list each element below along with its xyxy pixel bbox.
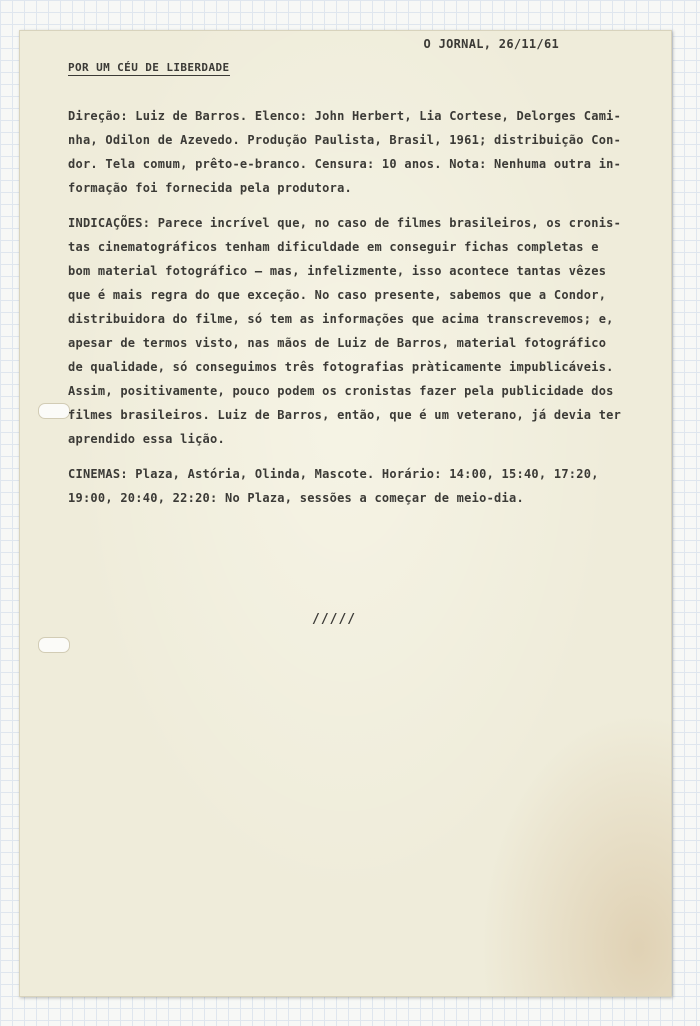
source-date: O JORNAL, 26/11/61 — [423, 37, 559, 51]
indicacoes-line: apesar de termos visto, nas mãos de Luiz de Barros, material fotográfico — [68, 336, 607, 350]
punch-hole — [38, 403, 70, 419]
document-sheet — [19, 30, 672, 997]
article-title: POR UM CÉU DE LIBERDADE — [68, 61, 230, 74]
credits-line: Direção: Luiz de Barros. Elenco: John Herbert, Lia Cortese, Delorges Cami- — [68, 109, 622, 123]
credits-line: nha, Odilon de Azevedo. Produção Paulista, Brasil, 1961; distribuição Con- — [68, 133, 622, 147]
credits-line: formação foi fornecida pela produtora. — [68, 181, 353, 195]
indicacoes-line: tas cinematográficos tenham dificuldade em conseguir fichas completas e — [68, 240, 599, 254]
indicacoes-line: INDICAÇÕES: Parece incrível que, no caso de filmes brasileiros, os cronis- — [68, 216, 622, 230]
credits-line: dor. Tela comum, prêto-e-branco. Censura: 10 anos. Nota: Nenhuma outra in- — [68, 157, 622, 171]
indicacoes-line: Assim, positivamente, pouco podem os cronistas fazer pela publicidade dos — [68, 384, 614, 398]
indicacoes-line: aprendido essa lição. — [68, 432, 225, 446]
indicacoes-line: que é mais regra do que exceção. No caso presente, sabemos que a Condor, — [68, 288, 607, 302]
indicacoes-line: distribuidora do filme, só tem as informações que acima transcrevemos; e, — [68, 312, 614, 326]
cinemas-line: 19:00, 20:40, 22:20: No Plaza, sessões a começar de meio-dia. — [68, 491, 524, 505]
indicacoes-line: de qualidade, só conseguimos três fotografias pràticamente impublicáveis. — [68, 360, 614, 374]
cinemas-line: CINEMAS: Plaza, Astória, Olinda, Mascote. Horário: 14:00, 15:40, 17:20, — [68, 467, 599, 481]
punch-hole — [38, 637, 70, 653]
end-mark: ///// — [312, 612, 357, 627]
indicacoes-line: bom material fotográfico — mas, infelizmente, isso acontece tantas vêzes — [68, 264, 607, 278]
indicacoes-line: filmes brasileiros. Luiz de Barros, então, que é um veterano, já devia ter — [68, 408, 622, 422]
